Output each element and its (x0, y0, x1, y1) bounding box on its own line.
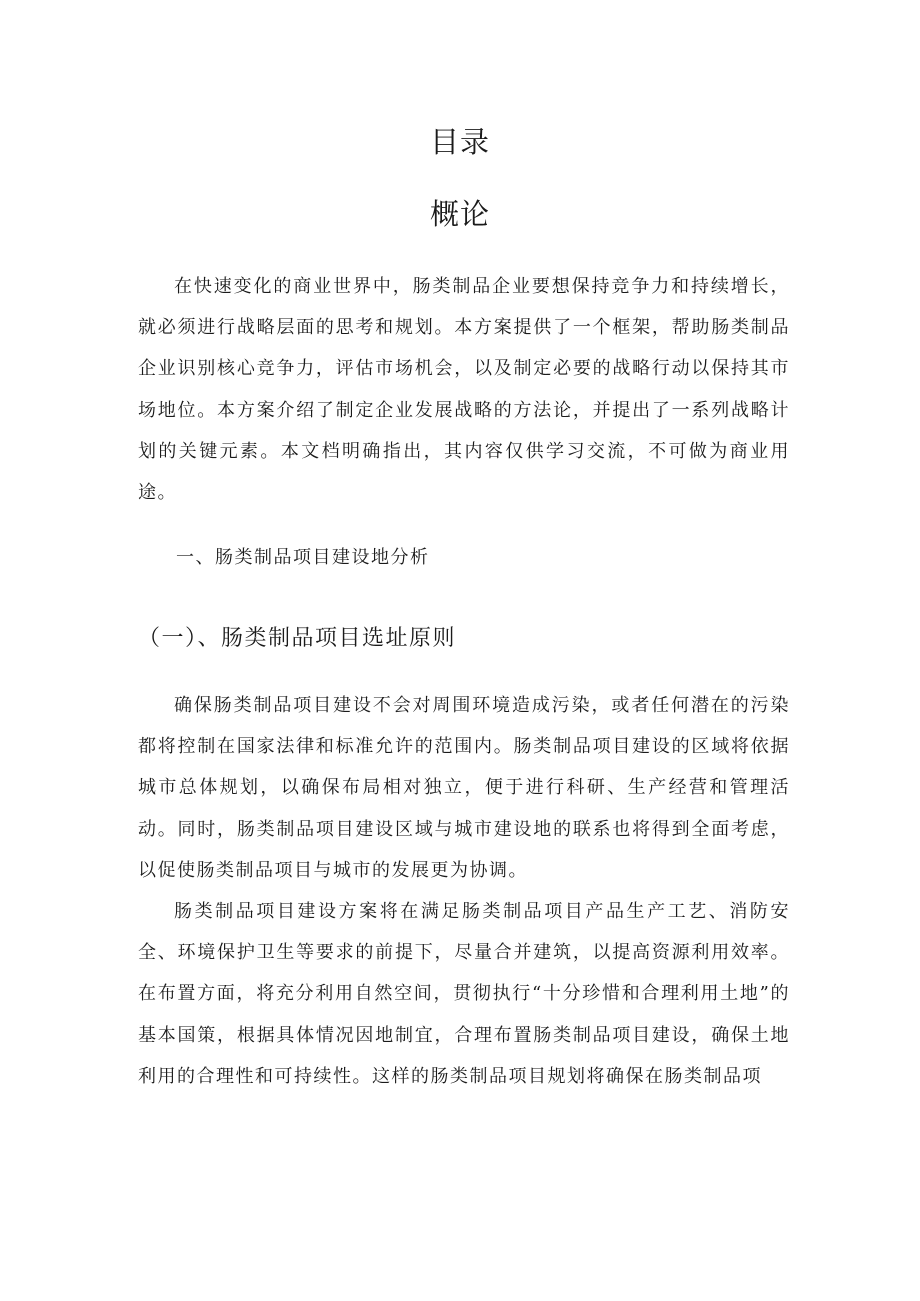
intro-paragraph: 在快速变化的商业世界中，肠类制品企业要想保持竞争力和持续增长，就必须进行战略层面的思考和规划。本方案提供了一个框架，帮助肠类制品企业识别核心竞争力，评估市场机会，以及制定必要的战略行动以保持其市场地位。本方案介绍了制定企业发展战略的方法论，并提出了一系列战略计划的关键元素。本文档明确指出，其内容仅供学习交流，不可做为商业用途。 (138, 276, 790, 504)
section-heading: 一、肠类制品项目建设地分析 (176, 547, 430, 568)
body-paragraph-site-principles: 确保肠类制品项目建设不会对周围环境造成污染，或者任何潜在的污染都将控制在国家法律和标准允许的范围内。肠类制品项目建设的区域将依据城市总体规划，以确保布局相对独立，便于进行科研、生产经营和管理活动。同时，肠类制品项目建设区域与城市建设地的联系也将得到全面考虑，以促使肠类制品项目与城市的发展更为协调。 (138, 695, 790, 881)
intro-title: 概论 (429, 197, 490, 231)
body-paragraph-layout-plan: 肠类制品项目建设方案将在满足肠类制品项目产品生产工艺、消防安全、环境保护卫生等要求的前提下，尽量合并建筑，以提高资源利用效率。在布置方面，将充分利用自然空间，贯彻执行“十分珍惜和合理利用土地”的基本国策，根据具体情况因地制宜，合理布置肠类制品项目建设，确保土地利用的合理性和可持续性。这样的肠类制品项目规划将确保在肠类制品项 (138, 901, 790, 1087)
subsection-heading: （一）、肠类制品项目选址原则 (138, 626, 457, 651)
toc-title: 目录 (429, 125, 490, 159)
